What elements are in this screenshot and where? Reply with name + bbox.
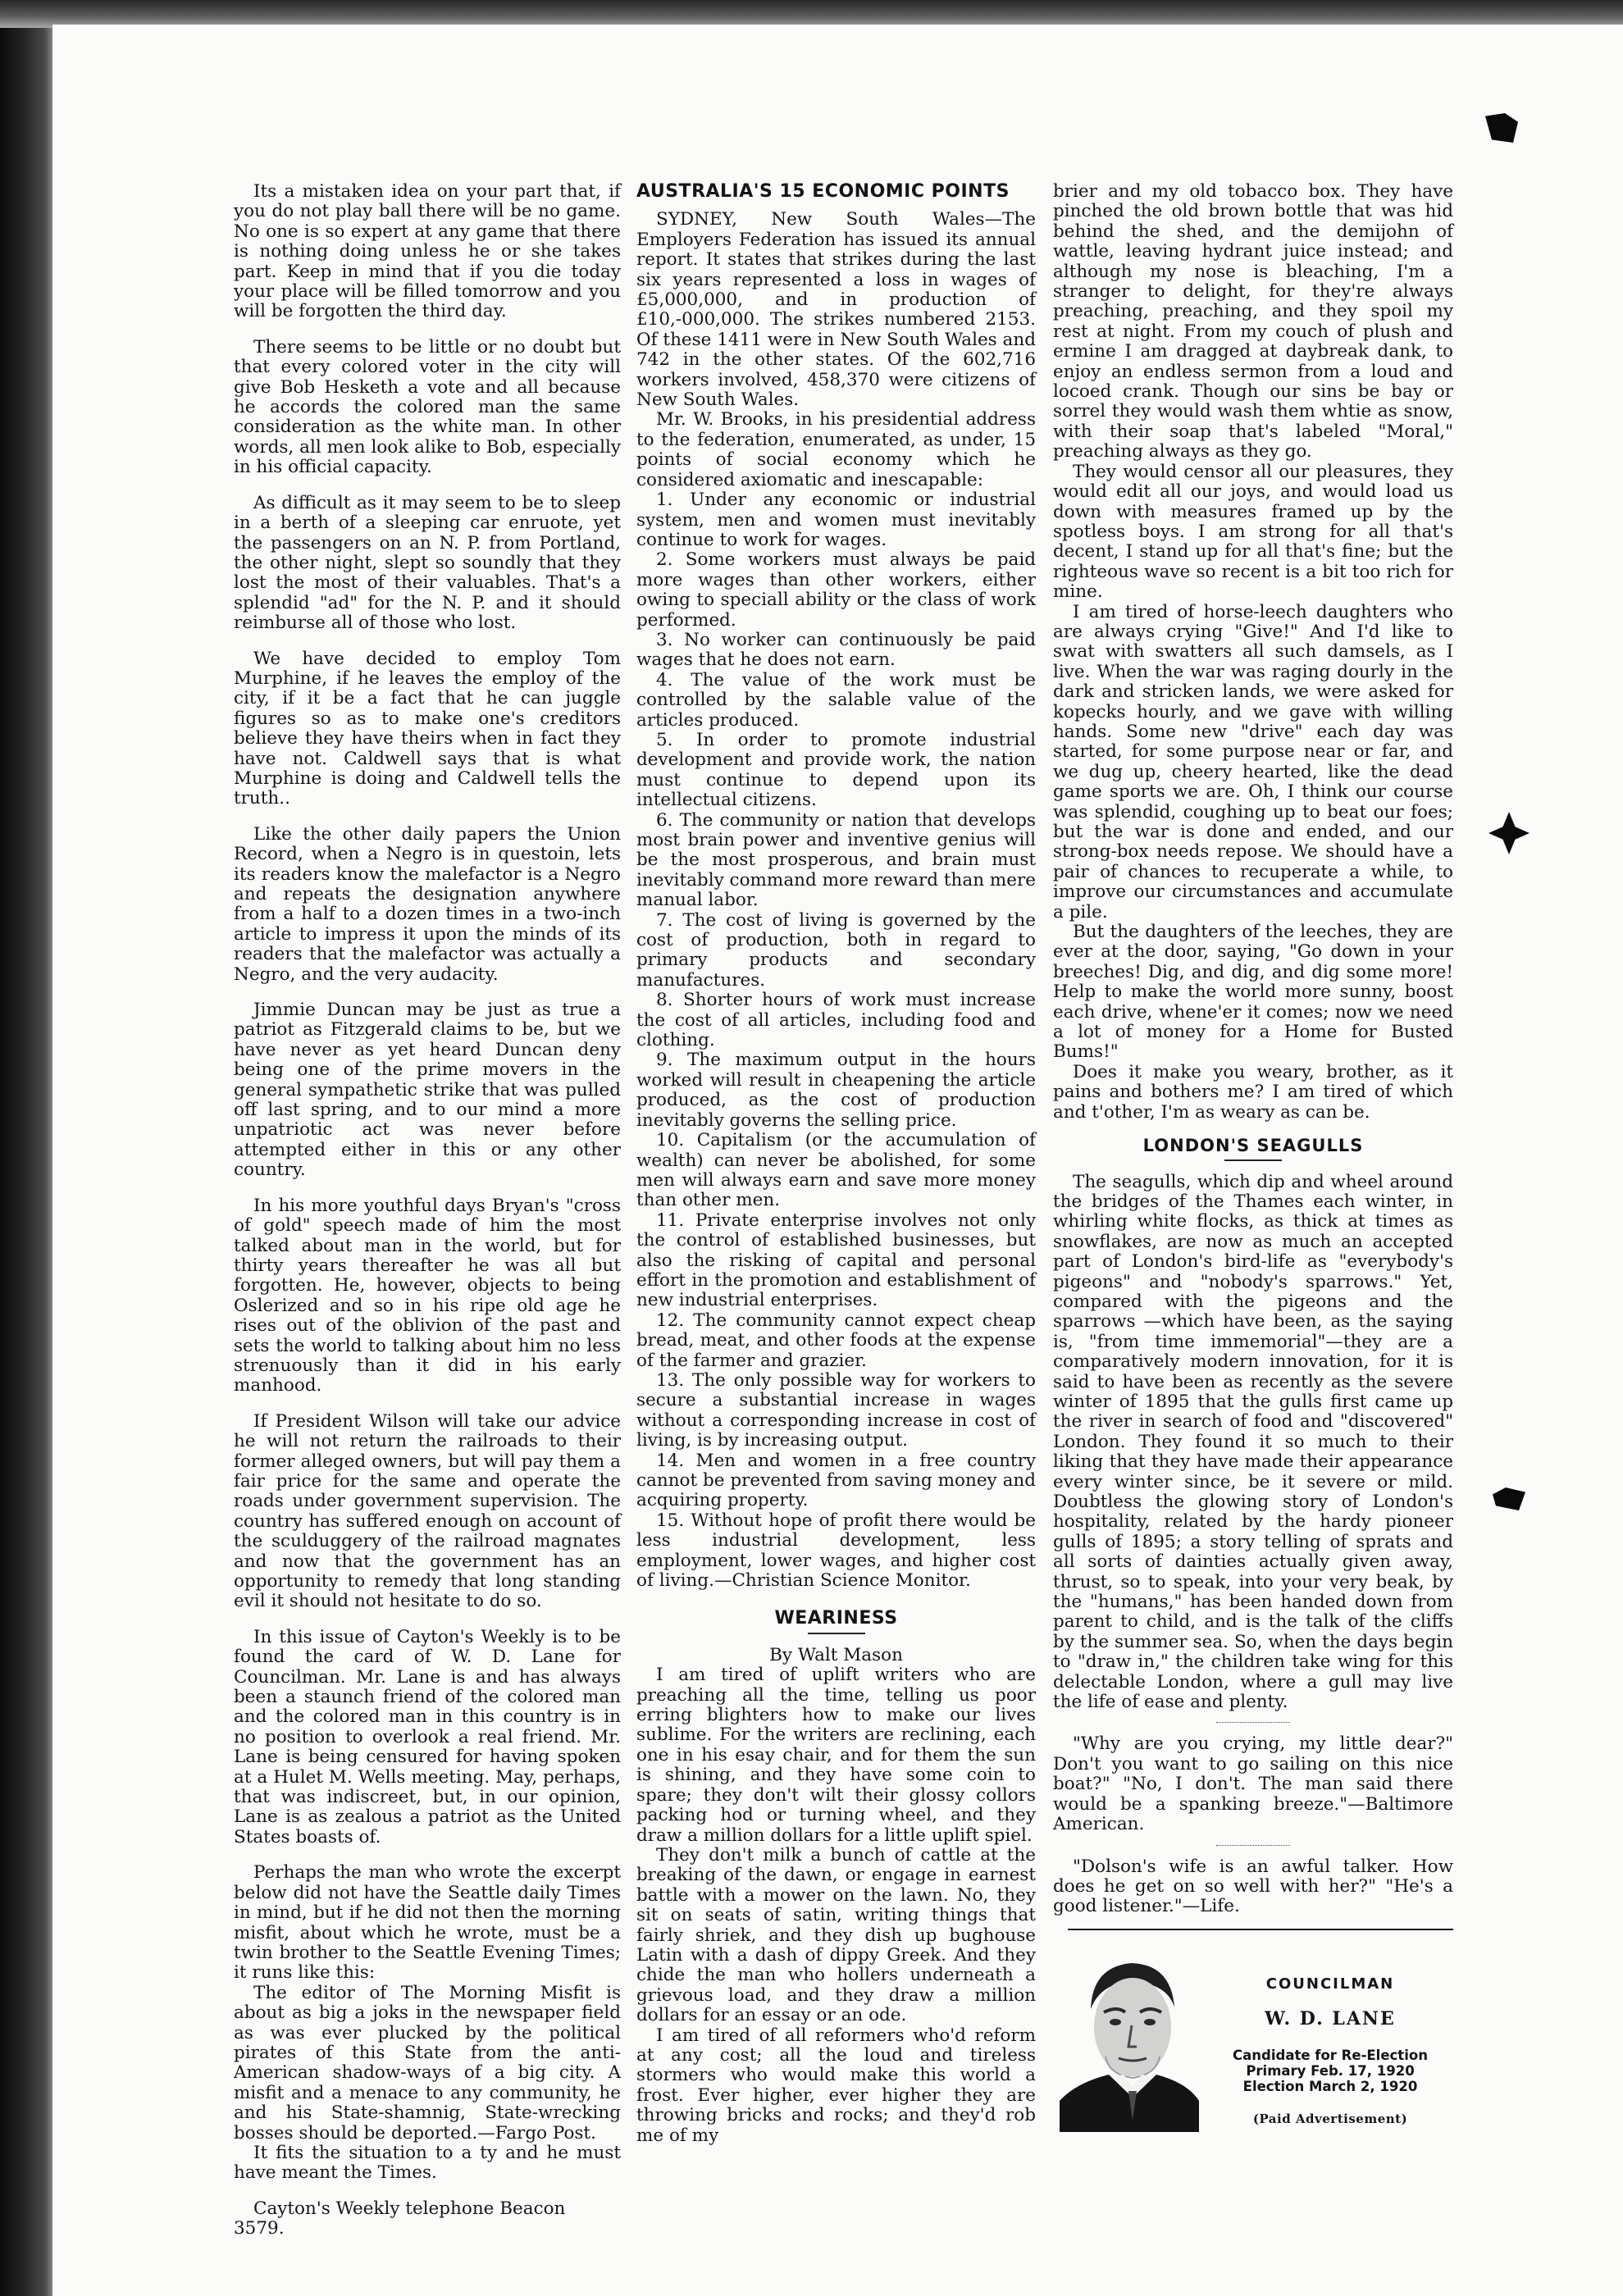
ink-blot <box>1489 812 1530 854</box>
section-gap <box>636 1591 1036 1609</box>
editorial-paragraph: It fits the situation to a ty and he must have meant the Times. <box>234 2142 621 2184</box>
economic-point: 11. Private enterprise involves not only the control of established businesses, but also the risking of capital and personal effort in the promotion and establishment of new industrial enterprises. <box>636 1210 1036 1311</box>
economic-point: 3. No worker can continuously be paid wages that he does not earn. <box>636 629 1036 671</box>
article-paragraph: SYDNEY, New South Wales—The Employers Federation has issued its annual report. It states that strikes during the last six years represented a loss in wages of £5,000,000, and in production of £10,-000,000. The strikes numbered 2153. Of these 1411 were in New South Wales and 742 in the other states. Of the 602,716 workers involved, 458,370 were citizens of New South Wales. <box>636 209 1036 411</box>
poem-paragraph: But the daughters of the leeches, they are ever at the door, saying, "Go down in your breeches! Dig, and dig, and dig some more! Help to make the world more sunny, boost each drive, whene'er it comes; now we need a lot of money for a Home for Busted Bums!" <box>1053 922 1453 1063</box>
ad-text-block <box>1232 1975 1429 2129</box>
editorial-paragraph: Its a mistaken idea on your part that, if you do not play ball there will be no game. No one is so expert at any game that there is nothing doing unless he or she takes part. Keep in mind that if you die today your place will be filled tomorrow and you will be forgotten the third day. <box>234 181 621 322</box>
editorial-paragraph: As difficult as it may seem to be to sleep in a berth of a sleeping car enruote, yet the passengers on an N. P. from Portland, the other night, slept so soundly that they lost the most of their valuables. That's a splendid "ad" for the N. P. and it should reimburse all of those who lost. <box>234 492 621 634</box>
economic-point: 1. Under any economic or industrial system, men and women must inevitably continue to work for wages. <box>636 490 1036 550</box>
economic-point: 7. The cost of living is governed by the cost of production, both in regard to primary products and secondary manufactures. <box>636 909 1036 991</box>
joke-paragraph: "Why are you crying, my little dear?" Don't you want to go sailing on this nice boat?" "No, I don't. The man said there would be a spanking breeze."—Baltimore American. <box>1053 1733 1453 1835</box>
section-gap <box>1053 1123 1453 1136</box>
scan-edge-top <box>0 0 1623 28</box>
editorial-paragraph: If President Wilson will take our advice he will not return the railroads to their former alleged owners, but will pay them a fair price for the same and operate the roads under government supervision. The country has suffered enough on account of the sculduggery of the railroad magnates and now that the government has an opportunity to remedy that long standing evil it should not hesitate to do so. <box>234 1410 621 1612</box>
editorial-paragraph: We have decided to employ Tom Murphine, if he leaves the employ of the city, if it be a fact that he can juggle figures so as to make one's creditors believe they have theirs when in fact they have not. Caldwell says that is what Murphine is doing and Caldwell tells the truth.. <box>234 648 621 809</box>
candidate-portrait <box>1060 1952 1199 2132</box>
editorial-paragraph: Like the other daily papers the Union Record, when a Negro is in questoin, lets its readers know the malefactor is a Negro and repeats the designation anywhere from a half to a dozen times in a two-inch article to impress it upon the minds of its readers that the malefactor was actually a Negro, and the very audacity. <box>234 823 621 985</box>
headline-seagulls: LONDON'S SEAGULLS <box>1142 1136 1364 1156</box>
economic-point: 13. The only possible way for workers to secure a substantial increase in wages without a corresponding increase in cost of living, is by increasing output. <box>636 1369 1036 1451</box>
ad-line: Candidate for Re-Election <box>1233 2047 1428 2063</box>
ad-office-title: COUNCILMAN <box>1265 1975 1395 1993</box>
ad-line: Primary Feb. 17, 1920 <box>1246 2062 1415 2079</box>
ink-blot <box>1493 1487 1525 1510</box>
economic-point: 14. Men and women in a free country cannot be prevented from saving money and acquiring property. <box>636 1450 1036 1511</box>
campaign-advertisement <box>1053 1930 1453 2160</box>
economic-point: 10. Capitalism (or the accumulation of wealth) can never be abolished, for some men will always earn and save more money than other men. <box>636 1130 1036 1211</box>
economic-point: 12. The community cannot expect cheap bread, meat, and other foods at the expense of the farmer and grazier. <box>636 1310 1036 1371</box>
economic-point: 2. Some workers must always be paid more wages than other workers, either owing to speciall ability or the class of work performed. <box>636 549 1036 631</box>
telephone-notice: Cayton's Weekly telephone Beacon 3579. <box>234 2198 566 2239</box>
column-articles-middle <box>636 182 1036 2146</box>
poem-paragraph: They don't milk a bunch of cattle at the breaking of the dawn, or engage in earnest battle with a mower on the lawn. No, they sit on seats of satin, writing things that fairly shriek, and they dish up bughouse Latin with a dash of dippy Greek. And they chide the man who hollers underneath a grievous load, and they draw a million dollars for an essay or an ode. <box>636 1844 1036 2026</box>
poem-paragraph: I am tired of horse-leech daughters who are always crying "Give!" And I'd like to swat with swatters all such damsels, as I live. When the war was raging dourly in the dark and stricken lands, we were asked for kopecks hourly, and we gave with willing hands. Some new "drive" each day was started, for some purpose near or far, and we dug up, cheery hearted, like the dead game sports we are. Oh, I think our course was splendid, coughing up to beat our foes; but the war is done and ended, and our strong-box needs repose. We should have a pair of chances to recuperate a while, to improve our circumstances and accumulate a pile. <box>1053 601 1453 922</box>
scan-edge-left <box>0 0 56 2296</box>
economic-point: 15. Without hope of profit there would be less industrial development, less employment, lower wages, and higher cost of living.—Christian Science Monitor. <box>636 1510 1036 1592</box>
article-paragraph: Mr. W. Brooks, in his presidential address to the federation, enumerated, as under, 15 points of social economy which he considered axiomatic and inescapable: <box>636 409 1036 490</box>
ad-candidate-name: W. D. LANE <box>1265 2008 1396 2030</box>
headline-australia: AUSTRALIA'S 15 ECONOMIC POINTS <box>636 181 1010 202</box>
ad-line: Election March 2, 1920 <box>1242 2078 1418 2094</box>
poem-paragraph: I am tired of uplift writers who are preaching all the time, telling us poor erring blighters how to make our lives sublime. For the writers are reclining, each one in his esay chair, and for them the sun is shining, and they have some coin to spare; they don't wilt their glossy collors packing hod or turning wheel, and they draw a million dollars for a little uplift spiel. <box>636 1665 1036 1846</box>
separator <box>1216 1845 1290 1846</box>
quoted-excerpt: The editor of The Morning Misfit is about as big a joks in the newspaper field as was ever plucked by the political pirates of this State from the anti-American shadow-ways of a big city. A misfit and a menace to any community, he and his State-shamnig, State-wrecking bosses should be deported.—Fargo Post. <box>234 1982 621 2143</box>
headline-rule <box>808 1633 865 1634</box>
poem-paragraph: brier and my old tobacco box. They have pinched the old brown bottle that was hid behind the shed, and the demijohn of wattle, leaving hydrant juice instead; and although my nose is bleaching, I'm a stranger to delight, for they're always preaching, preaching, and they spoil my rest at night. From my couch of plush and ermine I am dragged at daybreak dank, to enjoy an endless sermon from a loud and locoed crank. Though our sins be bay or sorrel they would wash them whtie as snow, with their soap that's labeled "Moral," preaching always as they go. <box>1053 181 1453 462</box>
economic-point: 4. The value of the work must be controlled by the salable value of the articles produced. <box>636 669 1036 731</box>
ad-paid-notice: (Paid Advertisement) <box>1252 2111 1408 2126</box>
column-articles-right <box>1053 182 1453 2160</box>
headline-weariness: WEARINESS <box>774 1608 898 1629</box>
editorial-paragraph: Jimmie Duncan may be just as true a patriot as Fitzgerald claims to be, but we have never as yet heard Duncan deny being one of the prime movers in the general sympathetic strike that was pulled off last spring, and to our mind a more unpatriotic act was never before attempted either in this or any other country. <box>234 1000 621 1181</box>
headline-rule <box>1224 1159 1282 1161</box>
economic-point: 5. In order to promote industrial development and provide work, the nation must continue to depend upon its intellectual citizens. <box>636 729 1036 811</box>
column-editorial-notes <box>234 182 621 2255</box>
byline: By Walt Mason <box>769 1644 903 1665</box>
economic-point: 9. The maximum output in the hours worked will result in cheapening the article produced, as the cost of production inevitably governs the selling price. <box>636 1050 1036 1131</box>
economic-point: 6. The community or nation that develops most brain power and inventive genius will be the most prosperous, and brain must inevitably command more reward than mere manual labor. <box>636 809 1036 911</box>
ink-blot <box>1485 113 1518 143</box>
joke-paragraph: "Dolson's wife is an awful talker. How does he get on so well with her?" "He's a good listener."—Life. <box>1053 1856 1453 1917</box>
economic-point: 8. Shorter hours of work must increase the cost of all articles, including food and clothing. <box>636 990 1036 1051</box>
poem-paragraph: Does it make you weary, brother, as it pains and bothers me? I am tired of which and t'other, I'm as weary as can be. <box>1053 1061 1453 1123</box>
poem-paragraph: They would censor all our pleasures, they would edit all our joys, and would load us down with measures framed up by the spotless boys. I am strong for all that's decent, I stand up for all that's fine; but the righteous wave so recent is a bit too rich for mine. <box>1053 461 1453 603</box>
editorial-paragraph: There seems to be little or no doubt but that every colored voter in the city will give Bob Hesketh a vote and all because he accords the colored man the same consideration as the white man. In other words, all men look alike to Bob, especially in his official capacity. <box>234 336 621 478</box>
editorial-paragraph: In his more youthful days Bryan's "cross of gold" speech made of him the most talked about man in the world, but for thirty years thereafter he was all but forgotten. He, however, objects to being Oslerized and so in his ripe old age he rises out of the oblivion of the past and sets the world to talking about him no less strenuously than it did in his early manhood. <box>234 1195 621 1396</box>
separator <box>1216 1722 1290 1723</box>
editorial-paragraph: In this issue of Cayton's Weekly is to be found the card of W. D. Lane for Councilman. Mr. Lane is and has always been a staunch friend of the colored man and the colored man in this country is in no position to overlook a real friend. Mr. Lane is being censured for having spoken at a Hulet M. Wells meeting. May, perhaps, that was indiscreet, but, in our opinion, Lane is as zealous a patriot as the United States boasts of. <box>234 1626 621 1847</box>
poem-paragraph: I am tired of all reformers who'd reform at any cost; all the loud and tireless stormers who would make this world a frost. Ever higher, ever higher they are throwing bricks and rocks; and they'd rob me of my <box>636 2025 1036 2146</box>
editorial-paragraph: Perhaps the man who wrote the excerpt below did not have the Seattle daily Times in mind, but if he did not then the morning misfit, about which he wrote, must be a twin brother to the Seattle Evening Times; it runs like this: <box>234 1862 621 1984</box>
article-paragraph: The seagulls, which dip and wheel around the bridges of the Thames each winter, in whirling white flocks, as thick at times as snowflakes, are now as much an accepted part of London's bird-life as "everybody's pigeons" and "nobody's sparrows." Yet, compared with the pigeons and the sparrows —which have been, as the saying is, "from time immemorial"—they are a comparatively modern innovation, for it is said to have been as recently as the severe winter of 1895 that the gulls first came up the river in search of food and "discovered" London. They found it so much to their liking that they have made their appearance every winter since, be it severe or mild. Doubtless the glowing story of London's hospitality, related by the hardy pioneer gulls of 1895; a story telling of sprats and all sorts of dainties actually given away, thrust, so to speak, into your very beak, by the "humans," has been handed down from parent to child, and is the talk of the cliffs by the summer sea. So, when the days begin to "draw in," the children take wing for this delectable London, where a gull may live the life of ease and plenty. <box>1053 1171 1453 1713</box>
